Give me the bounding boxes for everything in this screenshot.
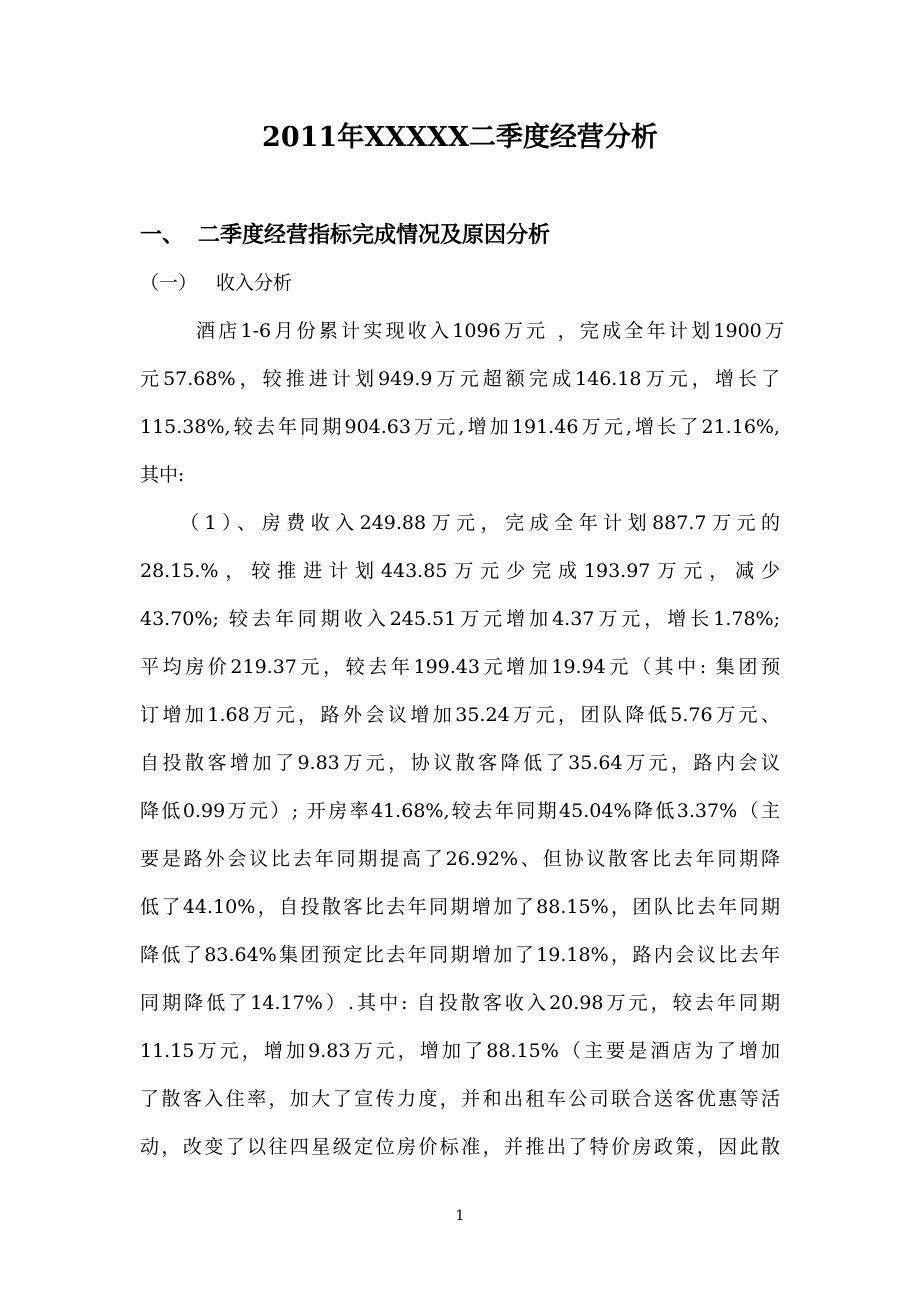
paragraph-line: 其中: bbox=[140, 464, 185, 486]
paragraph-line: 低了44.10%，自投散客比去年同期增加了88.15%，团队比去年同期 bbox=[140, 896, 780, 918]
paragraph-line: 要是路外会议比去年同期提高了26.92%、但协议散客比去年同期降 bbox=[140, 848, 780, 870]
paragraph-line: 元57.68%，较推进计划949.9万元超额完成146.18万元，增长了 bbox=[140, 368, 780, 390]
section-number: 一、 bbox=[140, 222, 185, 248]
paragraph-line: 了散客入住率，加大了宣传力度，并和出租车公司联合送客优惠等活 bbox=[140, 1088, 780, 1110]
paragraph-line: （1）、房费收入249.88万元，完成全年计划887.7万元的 bbox=[180, 512, 780, 534]
paragraph-line: 11.15万元，增加9.83万元，增加了88.15%（主要是酒店为了增加 bbox=[140, 1040, 780, 1062]
paragraph-line: 43.70%; 较去年同期收入245.51万元增加4.37万元，增长1.78%; bbox=[140, 608, 780, 630]
paragraph-line: 同期降低了14.17%）.其中: 自投散客收入20.98万元，较去年同期 bbox=[140, 992, 780, 1014]
subsection-title: 收入分析 bbox=[216, 272, 293, 294]
paragraph-line: 平均房价219.37元，较去年199.43元增加19.94元（其中: 集团预 bbox=[140, 656, 780, 678]
subsection-number: （一） bbox=[140, 272, 198, 294]
paragraph-line: 酒店1-6月份累计实现收入1096万元 ，完成全年计划1900万 bbox=[196, 320, 784, 342]
paragraph-line: 28.15.%，较推进计划443.85万元少完成193.97万元，减少 bbox=[140, 560, 780, 582]
paragraph-line: 动，改变了以往四星级定位房价标准，并推出了特价房政策，因此散 bbox=[140, 1136, 780, 1158]
paragraph-line: 订增加1.68万元，路外会议增加35.24万元，团队降低5.76万元、 bbox=[140, 704, 780, 726]
paragraph-line: 降低了83.64%集团预定比去年同期增加了19.18%，路内会议比去年 bbox=[140, 944, 780, 966]
paragraph-line: 降低0.99万元）; 开房率41.68%,较去年同期45.04%降低3.37%（主 bbox=[140, 800, 780, 822]
document-title: 2011年XXXXX二季度经营分析 bbox=[262, 122, 658, 153]
paragraph-line: 自投散客增加了9.83万元，协议散客降低了35.64万元，路内会议 bbox=[140, 752, 780, 774]
subsection-heading bbox=[140, 268, 292, 298]
section-heading bbox=[140, 218, 550, 252]
page-number: 1 bbox=[455, 1208, 465, 1224]
paragraph-line: 115.38%,较去年同期904.63万元,增加191.46万元,增长了21.16%, bbox=[140, 416, 780, 438]
section-title: 二季度经营指标完成情况及原因分析 bbox=[198, 222, 551, 248]
